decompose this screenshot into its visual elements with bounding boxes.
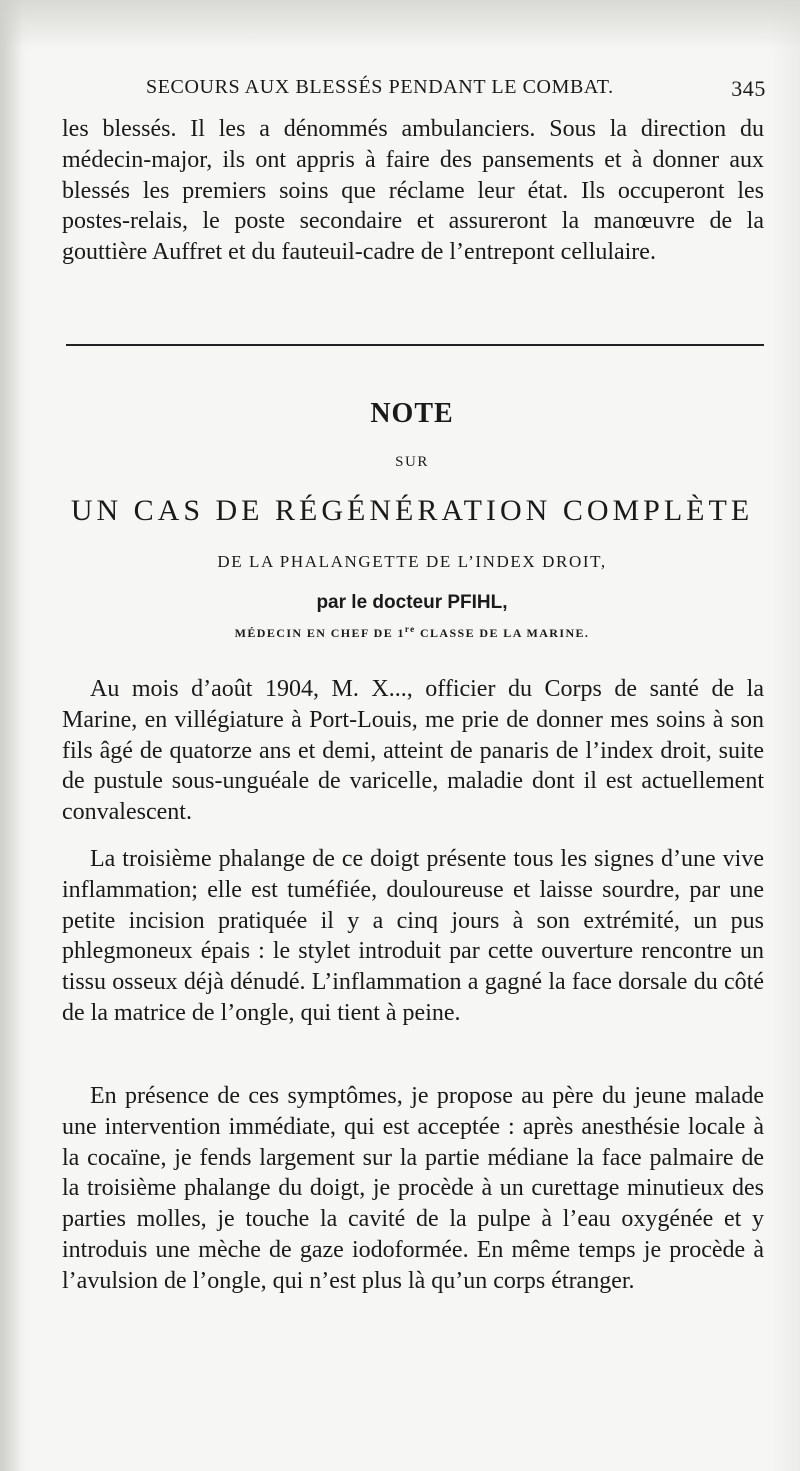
running-head-title: SECOURS AUX BLESSÉS PENDANT LE COMBAT. (146, 76, 614, 98)
page-number: 345 (731, 76, 766, 101)
body-paragraph-2: La troisième phalange de ce doigt présente tous les signes d’une vive inflammation; elle est tuméfiée, douloureuse et laisse sourdre, par une petite incision pratiquée il y a cinq jours à son extrémité, un pus phlegmoneux épais : le stylet introduit par cette ouverture rencontre un tissu osseux déjà dénudé. L’inflammation a gagné la face dorsale du côté de la matrice de l’ongle, qui tient à peine. (62, 846, 764, 1026)
note-subtitle: DE LA PHALANGETTE DE L’INDEX DROIT, (217, 552, 607, 571)
page-edge-shadow-top (0, 0, 800, 50)
author-title-suffix: CLASSE DE LA MARINE. (415, 626, 590, 640)
note-title: NOTE (370, 398, 454, 429)
section-divider (66, 344, 764, 346)
intro-paragraph: les blessés. Il les a dénommés ambulanciers. Sous la direction du médecin-major, ils ont appris à faire des pansements et à donner aux blessés les premiers soins que réclame leur état. Ils occuperont les postes-relais, le poste secondaire et assureront la manœuvre de la gouttière Auffret et du fauteuil-cadre de l’entrepont cellulaire. (62, 116, 764, 266)
author-title (60, 626, 764, 641)
body-paragraph-3: En présence de ces symptômes, je propose au père du jeune malade une intervention immédiate, qui est acceptée : après anesthésie locale à la cocaïne, je fends largement sur la partie médiane la face palmaire de la troisième phalange du doigt, je procède à un curettage minutieux des parties molles, je touche la cavité de la pulpe à l’eau oxygénée et y introduis une mèche de gaze iodoformée. En même temps je procède à l’avulsion de l’ongle, qui n’est plus là qu’un corps étranger. (62, 1083, 764, 1294)
note-main-title: UN CAS DE RÉGÉNÉRATION COMPLÈTE (70, 494, 754, 527)
page-edge-shadow-left (0, 0, 22, 1471)
author-title-sup: re (404, 624, 416, 634)
note-sur: SUR (395, 454, 429, 470)
author-title-prefix: MÉDECIN EN CHEF DE 1 (234, 626, 405, 640)
author-line: par le docteur PFIHL, (316, 592, 508, 613)
body-paragraph-1: Au mois d’août 1904, M. X..., officier du Corps de santé de la Marine, en villégiature à Port-Louis, me prie de donner mes soins à son fils âgé de quatorze ans et demi, atteint de panaris de l’index droit, suite de pustule sous-unguéale de varicelle, maladie dont il est actuellement convalescent. (62, 676, 764, 826)
running-head (146, 72, 766, 106)
